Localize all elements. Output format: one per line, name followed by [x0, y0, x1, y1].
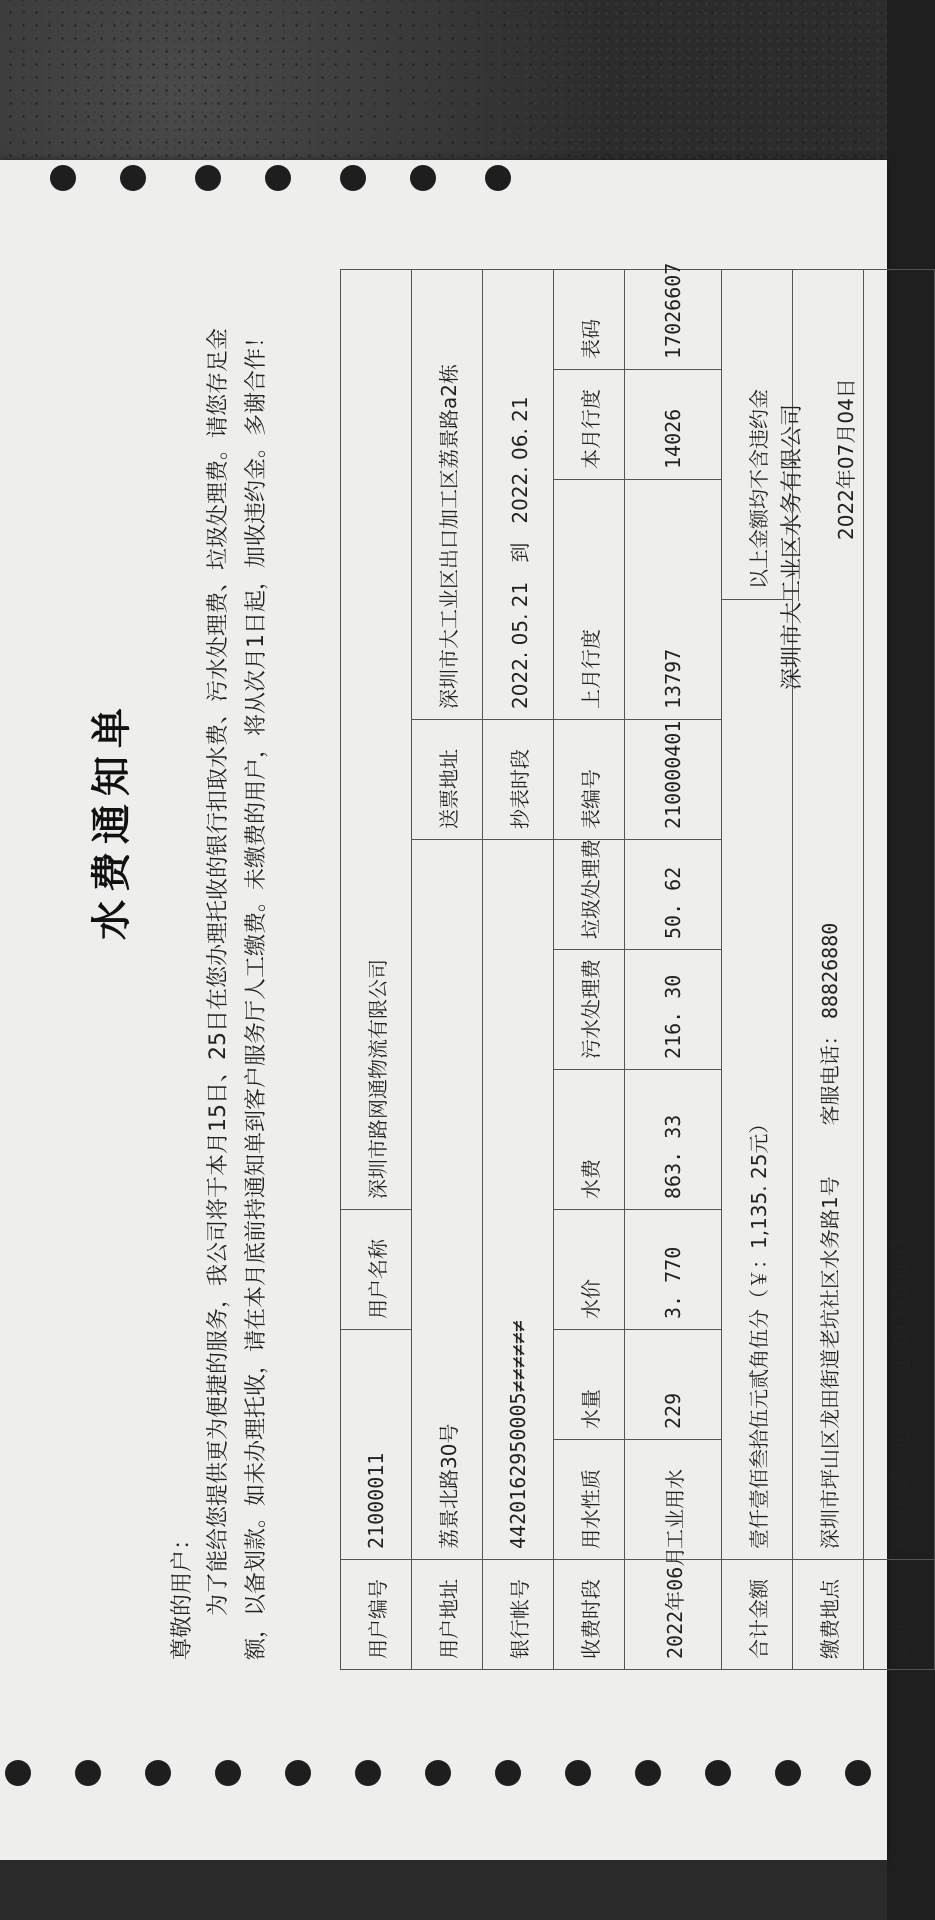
- background-bottom: [0, 1860, 887, 1920]
- value-address: 荔景北路30号: [412, 839, 483, 1559]
- value-water-fee: 863. 33: [625, 1069, 722, 1209]
- value-last-reading: 13797: [625, 479, 722, 719]
- perforation-row-bottom: [0, 1760, 887, 1800]
- label-contact-phone: 现预留联系电话：: [888, 1389, 913, 1549]
- table-row: [625, 269, 722, 1669]
- label-account-no: 用户编号: [341, 1560, 412, 1670]
- value-water-type: 工业用水: [625, 1440, 722, 1560]
- label-reading-period: 抄表时段: [483, 719, 554, 839]
- label-address: 用户地址: [412, 1560, 483, 1670]
- value-bank-account: 4420162950005≠≠≠≠≠≠: [483, 839, 554, 1559]
- value-service-phone: 88826880: [817, 922, 842, 1020]
- label-notes: 备注: [864, 1560, 935, 1670]
- reading-period-from: 2022. 05. 21: [507, 581, 532, 709]
- value-water-amount: 229: [625, 1329, 722, 1439]
- table-row: [864, 269, 935, 1669]
- table-row: [483, 269, 554, 1669]
- label-water-type: 用水性质: [554, 1440, 625, 1560]
- table-row: [412, 269, 483, 1669]
- label-sewage-fee: 污水处理费: [554, 949, 625, 1069]
- label-account-name: 用户名称: [341, 1209, 412, 1329]
- reading-period-to-label: 到: [507, 542, 532, 563]
- greeting: 尊敬的用户：: [170, 1527, 195, 1660]
- label-meter-code: 表码: [554, 269, 625, 369]
- value-water-price: 3. 770: [625, 1209, 722, 1329]
- issuer-company: 深圳市大工业区水务有限公司: [780, 403, 805, 690]
- document-title: 水费通知单: [89, 700, 135, 940]
- issue-date: 2022年07月04日: [834, 378, 858, 540]
- value-meter-no: 210000401: [625, 719, 722, 839]
- perforation-row-top: [0, 165, 887, 205]
- value-total: 壹仟壹佰叁拾伍元贰角伍分（￥：1,135. 25元）: [722, 599, 793, 1559]
- value-reading-period: [483, 269, 554, 719]
- label-bank-account: 银行帐号: [483, 1560, 554, 1670]
- label-garbage-fee: 垃圾处理费: [554, 839, 625, 949]
- label-payment-place: 缴费地点: [793, 1560, 864, 1670]
- value-bill-address: 深圳市大工业区出口加工区荔景路a2栋: [412, 269, 483, 719]
- label-service-phone: 客服电话：: [817, 1025, 842, 1126]
- label-bill-address: 送票地址: [412, 719, 483, 839]
- label-this-reading: 本月行度: [554, 369, 625, 479]
- value-meter-code: 17026607: [625, 269, 722, 369]
- value-garbage-fee: 50. 62: [625, 839, 722, 949]
- value-billing-period: 2022年06月: [625, 1560, 722, 1670]
- label-billing-period: 收费时段: [554, 1560, 625, 1670]
- value-contact-phone: 15013789197: [888, 1237, 913, 1370]
- label-water-price: 水价: [554, 1209, 625, 1329]
- value-this-reading: 14026: [625, 369, 722, 479]
- table-row: [554, 269, 625, 1669]
- total-note: 以上金额均不含违约金: [722, 269, 793, 599]
- payment-place-address: 深圳市坪山区龙田街道老坑社区水务路1号: [817, 1176, 842, 1549]
- value-account-name: 深圳市路网通物流有限公司: [341, 269, 412, 1209]
- value-account-no: 21000011: [341, 1329, 412, 1559]
- label-water-amount: 水量: [554, 1329, 625, 1439]
- label-meter-no: 表编号: [554, 719, 625, 839]
- table-row: [341, 269, 412, 1669]
- label-last-reading: 上月行度: [554, 479, 625, 719]
- notice-paragraph: 为了能给您提供更为便捷的服务，我公司将于本月15日、25日在您办理托收的银行扣取水费、污水处理费、垃圾处理费。请您存足金额，以备划款。如未办理托收，请在本月底前持通知单到客户服务厅人工缴费。未缴费的用户，将从次月1日起，加收违约金。多谢合作！: [206, 325, 269, 1660]
- label-water-fee: 水费: [554, 1069, 625, 1209]
- label-total: 合计金额: [722, 1560, 793, 1670]
- value-sewage-fee: 216. 30: [625, 949, 722, 1069]
- value-notes: [864, 269, 935, 1559]
- water-bill-document: [40, 250, 913, 1730]
- reading-period-to: 2022. 06. 21: [507, 396, 532, 524]
